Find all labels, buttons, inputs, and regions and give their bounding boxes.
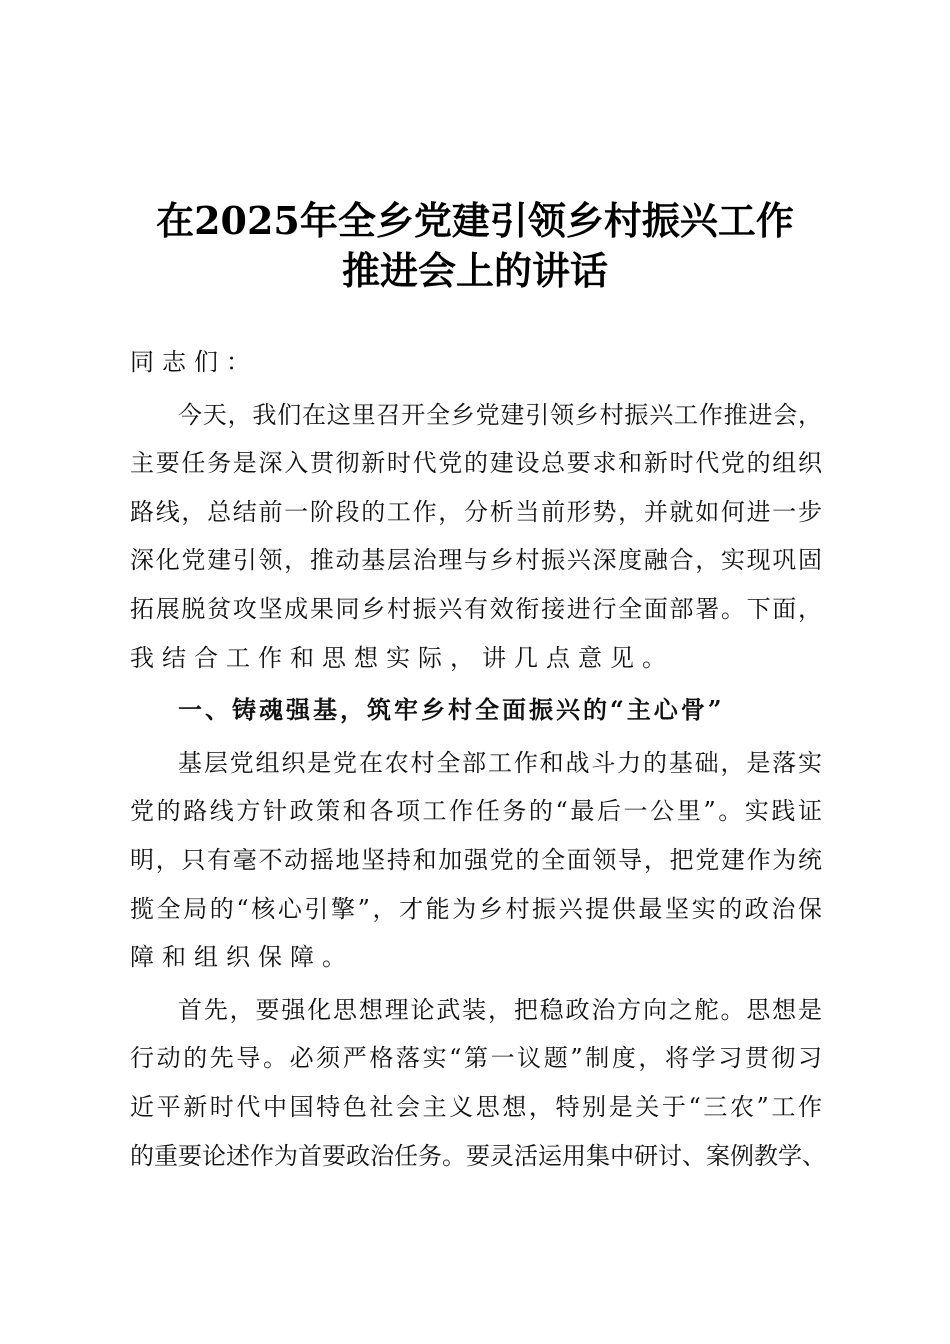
paragraph-line: 近平新时代中国特色社会主义思想，特别是关于“三农”工作: [130, 1092, 822, 1121]
paragraph: [130, 391, 822, 683]
paragraph: [130, 986, 826, 1180]
paragraph-line: 深化党建引领，推动基层治理与乡村振兴深度融合，实现巩固: [130, 546, 822, 575]
document-body: [130, 338, 826, 1184]
paragraph-line: 首先，要强化思想理论武装，把稳政治方向之舵。思想是: [178, 995, 822, 1024]
paragraph-line: 拓展脱贫攻坚成果同乡村振兴有效衔接进行全面部署。下面，: [130, 594, 822, 623]
paragraph: [130, 739, 822, 982]
paragraph-line: 路线，总结前一阶段的工作，分析当前形势，并就如何进一步: [130, 497, 822, 526]
paragraph-line: 明，只有毫不动摇地坚持和加强党的全面领导，把党建作为统: [130, 845, 822, 874]
heading-text: 一、铸魂强基，筑牢乡村全面振兴的“主心骨”: [178, 695, 725, 725]
paragraph-line: 主要任务是深入贯彻新时代党的建设总要求和新时代党的组织: [130, 449, 822, 478]
paragraph-line: 我结合工作和思想实际，讲几点意见。: [130, 643, 674, 672]
section-heading: [130, 686, 822, 735]
document-title-line-1: 在2025年全乡党建引领乡村振兴工作: [156, 198, 794, 243]
paragraph-line: 今天，我们在这里召开全乡党建引领乡村振兴工作推进会，: [178, 400, 822, 429]
paragraph-line: 基层党组织是党在农村全部工作和战斗力的基础，是落实: [178, 748, 822, 777]
paragraph-line: 的重要论述作为首要政治任务。要灵活运用集中研讨、案例教学、: [130, 1141, 826, 1170]
paragraph-line: 揽全局的“核心引擎”，才能为乡村振兴提供最坚实的政治保: [130, 894, 822, 923]
paragraph-line: 行动的先导。必须严格落实“第一议题”制度，将学习贯彻习: [130, 1044, 822, 1073]
paragraph-line: 党的路线方针政策和各项工作任务的“最后一公里”。实践证: [130, 797, 822, 826]
paragraph-gap: [130, 1180, 822, 1184]
document-title-line-2: 推进会上的讲话: [341, 248, 608, 293]
salutation: 同志们：: [130, 348, 258, 376]
paragraph-line: 障和组织保障。: [130, 943, 354, 972]
